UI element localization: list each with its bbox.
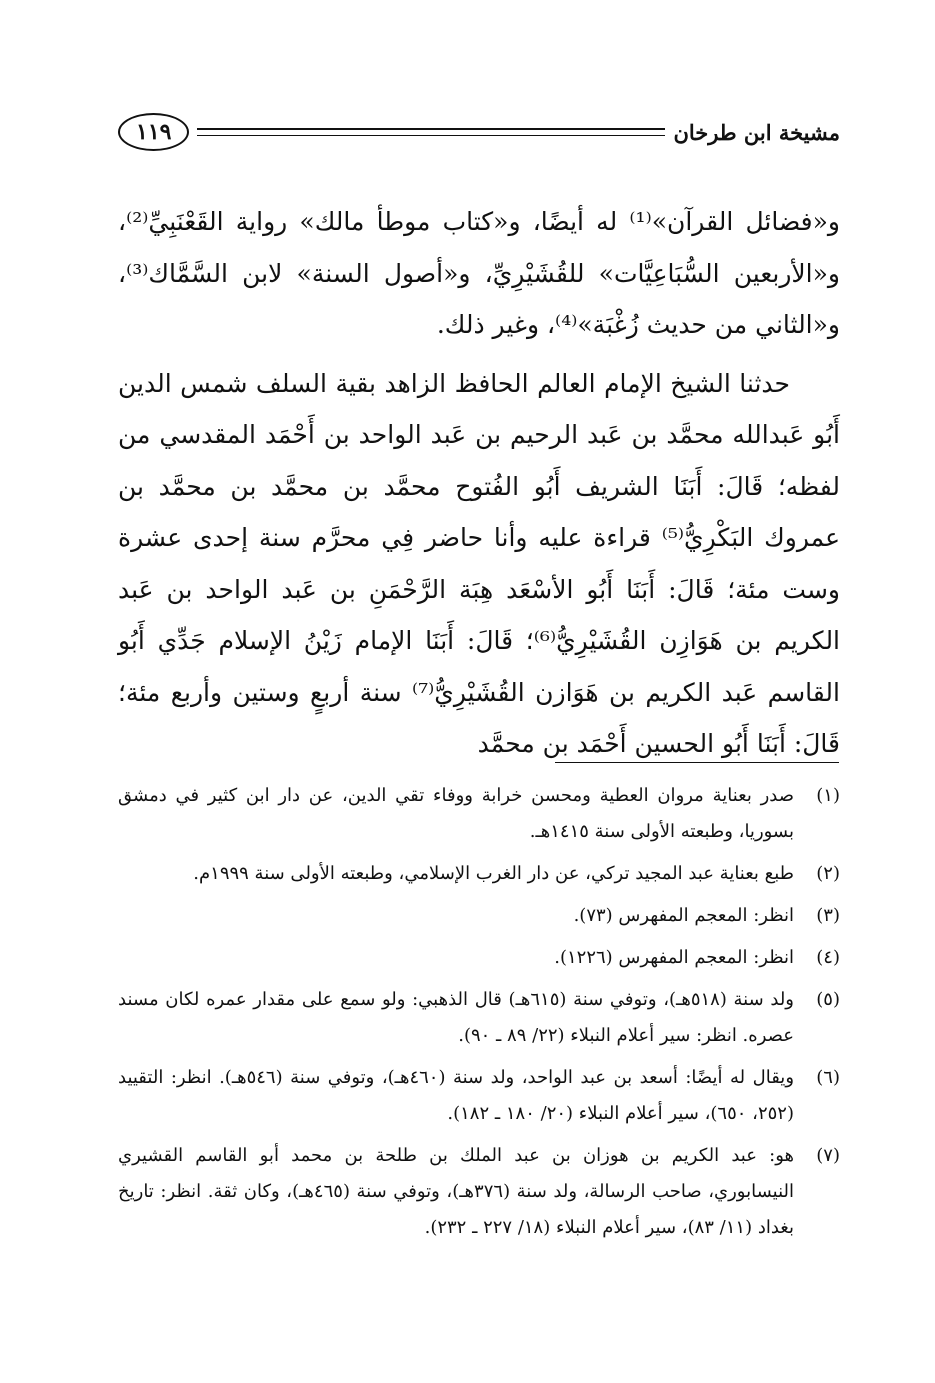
footnote <box>118 982 840 1054</box>
header-rule <box>197 128 665 136</box>
footnote-text: صدر بعناية مروان العطية ومحسن خرابة ووفاء تقي الدين، عن دار ابن كثير في دمشق بسوريا، وطبعته الأولى سنة ١٤١٥هـ. <box>118 785 794 842</box>
paragraph-1: و«فضائل القرآن»⁽¹⁾ له أيضًا، و«كتاب موطأ مالك» رواية القَعْنَبِيِّ⁽²⁾، و«الأربعين السُّبَاعِيَّات» للقُشَيْرِيِّ، و«أصول السنة» لابن السَّمَّاك⁽³⁾، و«الثاني من حديث زُغْبَة»⁽⁴⁾، وغير ذلك. <box>118 207 840 339</box>
footnote <box>118 778 840 850</box>
footnote-number: (٥) <box>816 989 840 1010</box>
footnote-text: طبع بعناية عبد المجيد تركي، عن دار الغرب الإسلامي، وطبعته الأولى سنة ١٩٩٩م. <box>193 863 794 884</box>
footnote-text: هو: عبد الكريم بن هوزان بن عبد الملك بن طلحة بن محمد أبو القاسم القشيري النيسابوري، صاحب الرسالة، ولد سنة (٣٧٦هـ)، وتوفي سنة (٤٦٥هـ)، وكان ثقة. انظر: تاريخ بغداد (١١/ ٨٣)، سير أعلام النبلاء (١٨/ ٢٢٧ ـ ٢٣٢). <box>118 1145 795 1238</box>
footnote-number: (٧) <box>816 1145 840 1166</box>
footnote-text: انظر: المعجم المفهرس (١٢٢٦). <box>554 947 794 968</box>
footnote-text: انظر: المعجم المفهرس (٧٣). <box>573 905 794 926</box>
footnote-number: (١) <box>816 785 840 806</box>
footnote-number: (٦) <box>816 1067 840 1088</box>
footnote-number: (٤) <box>816 947 840 968</box>
footnotes <box>118 778 840 1252</box>
page-header <box>118 108 840 156</box>
footnote <box>118 940 840 976</box>
paragraph-2: حدثنا الشيخ الإمام العالم الحافظ الزاهد بقية السلف شمس الدين أَبُو عَبدالله محمَّد بن عَبد الرحيم بن عَبد الواحد بن أَحْمَد المقدسي من لفظه؛ قَالَ: أَبَنَا الشريف أَبُو الفُتوح محمَّد بن محمَّد بن محمَّد بن عمروك البَكْرِيُّ⁽⁵⁾ قراءة عليه وأنا حاضر فِي محرَّم سنة إحدى عشرة وست مئة؛ قَالَ: أَبَنَا أَبُو الأسْعَد هِبَة الرَّحْمَنِ بن عَبد الواحد بن عَبد الكريم بن هَوَازِن القُشَيْرِيُّ⁽⁶⁾؛ قَالَ: أَبَنَا الإمام زَيْنُ الإسلام جَدِّي أَبُو القاسم عَبد الكريم بن هَوَازن القُشَيْرِيُّ⁽⁷⁾ سنة أربعٍ وستين وأربع مئة؛ قَالَ: أَبَنَا أَبُو الحسين أَحْمَد بن محمَّد <box>118 368 841 758</box>
page-number: ١١٩ <box>118 113 189 151</box>
footnote <box>118 1138 840 1246</box>
footnote-text: ولد سنة (٥١٨هـ)، وتوفي سنة (٦١٥هـ) قال الذهبي: ولو سمع على مقدار عمره لكان مسند عصره. انظر: سير أعلام النبلاء (٢٢/ ٨٩ ـ ٩٠). <box>118 989 794 1046</box>
running-title: مشيخة ابن طرخان <box>673 119 840 145</box>
footnote-text: ويقال له أيضًا: أسعد بن عبد الواحد، ولد سنة (٤٦٠هـ)، وتوفي سنة (٥٤٦هـ). انظر: التقييد (٢٥٢، ٦٥٠)، سير أعلام النبلاء (٢٠/ ١٨٠ ـ ١٨٢). <box>118 1067 795 1124</box>
footnote <box>118 1060 840 1132</box>
footnote <box>118 856 840 892</box>
footnote-separator <box>555 762 839 763</box>
footnote-number: (٢) <box>816 863 840 884</box>
footnote-number: (٣) <box>816 905 840 926</box>
main-text <box>118 196 840 770</box>
footnote <box>118 898 840 934</box>
